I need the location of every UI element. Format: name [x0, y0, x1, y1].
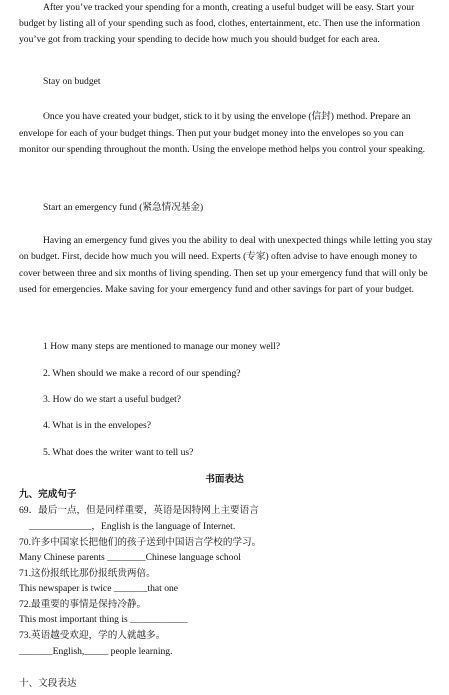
- q71-chinese: 71.这份报纸比那份报纸贵两倍。: [19, 568, 156, 579]
- q72-english: This most important thing is ____________: [19, 614, 188, 625]
- emergency-fund-heading: Start an emergency fund (紧急情况基金): [43, 202, 204, 213]
- section-title: 书面表达: [205, 474, 244, 485]
- q69-chinese: 69．最后一点，但是同样重要，英语是因特网上主要语言: [19, 505, 259, 516]
- question-item: 2. When should we make a record of our spending?: [43, 368, 241, 379]
- question-item: 5. What does the writer want to tell us?: [43, 447, 194, 458]
- q71-english: This newspaper is twice _______that one: [19, 583, 179, 594]
- q72-chinese: 72.最重要的事情是保持冷静。: [19, 599, 147, 610]
- q70-chinese: 70.许多中国家长把他们的孩子送到中国语言学校的学习。: [19, 537, 262, 548]
- budget-paragraph: After you’ve tracked your spending for a month, creating a useful budget will be easy. Start your budget by listing all of your spending such as food, clothes, entertainment, etc. Then use the information you’ve got from tracking your spending to decide how much you should budget for each area.: [19, 2, 421, 45]
- emergency-fund-paragraph: Having an emergency fund gives you the ability to deal with unexpected things while letting you stay on budget. First, decide how much you will need. Experts (专家) often advise to have enough money to cover between three and six months of living spending. Then set up your emergency fund that will only be used for emergencies. Make saving for your emergency fund and other savings for part of your budget.: [19, 235, 433, 296]
- q73-chinese: 73.英语越受欢迎，学的人就越多。: [19, 630, 166, 641]
- question-item: 1 How many steps are mentioned to manage our money well?: [43, 341, 281, 352]
- question-item: 4. What is in the envelopes?: [43, 420, 151, 431]
- part-9-title: 九、完成句子: [19, 489, 77, 500]
- q73-english: _______English,_____ people learning.: [19, 646, 173, 657]
- q70-english: Many Chinese parents ________Chinese language school: [19, 552, 241, 563]
- q69-english: _____________，English is the language of Internet.: [29, 521, 236, 532]
- stay-on-budget-heading: Stay on budget: [43, 76, 101, 87]
- part-10-title: 十、文段表达: [19, 678, 77, 689]
- question-item: 3. How do we start a useful budget?: [43, 394, 182, 405]
- stay-on-budget-paragraph: Once you have created your budget, stick to it by using the envelope (信封) method. Prepare an envelope for each of your budget things. Then put your budget money into the envelopes so you can monitor our spending throughout the month. Using the envelope method helps you control your speaking.: [19, 111, 426, 155]
